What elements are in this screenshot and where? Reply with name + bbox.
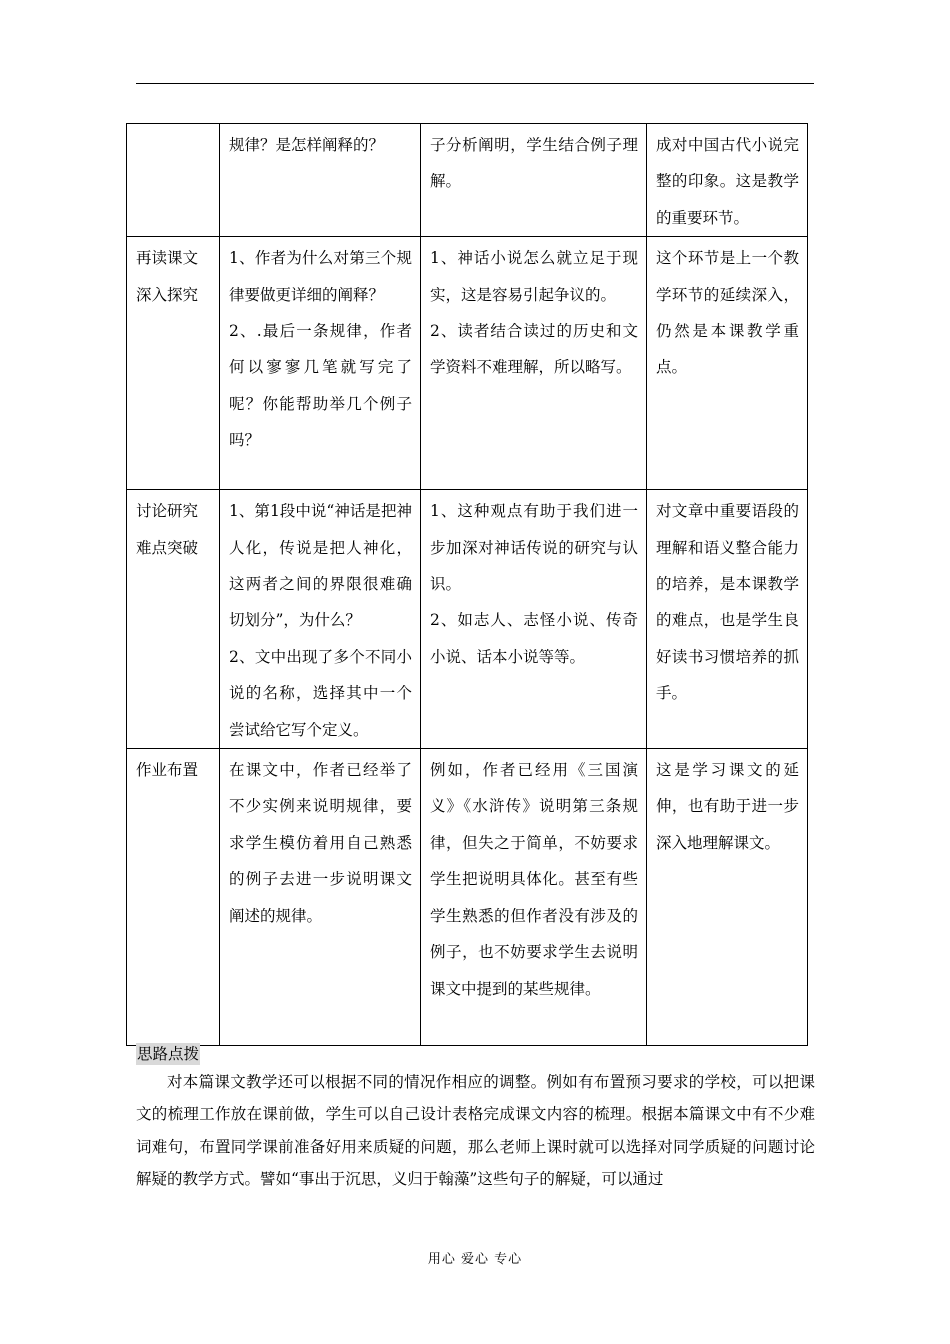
note-cell [647, 490, 808, 749]
question-text: 规律？是怎样阐释的？ [229, 136, 385, 154]
answer-cell [421, 490, 647, 749]
stage-text: 作业布置 [136, 761, 199, 780]
body-paragraph: 对本篇课文教学还可以根据不同的情况作相应的调整。例如有布置预习要求的学校，可以把课文的梳理工作放在课前做，学生可以自己设计表格完成课文内容的梳理。根据本篇课文中有不少难词难句，布置同学课前准备好用来质疑的问题，那么老师上课时就可以选择对同学质疑的问题讨论解疑的教学方式。譬如“事出于沉思，义归于翰藻”这些句子的解疑，可以通过 [136, 1073, 815, 1189]
stage-cell [127, 124, 220, 237]
answer-text: 子分析阐明，学生结合例子理解。 [430, 136, 638, 191]
question-cell [220, 124, 421, 237]
question-text: 1、作者为什么对第三个规律要做更详细的阐释？ 2、.最后一条规律，作者何以寥寥几笔就写完了呢？你能帮助举几个例子吗？ [229, 249, 412, 450]
answer-cell [421, 124, 647, 237]
question-cell [220, 490, 421, 749]
note-text: 成对中国古代小说完整的印象。这是教学的重要环节。 [656, 136, 799, 227]
table-row [127, 124, 808, 237]
stage-cell [127, 237, 220, 490]
note-cell [647, 749, 808, 1046]
lesson-plan-table [126, 123, 808, 1046]
page-footer: 用心 爱心 专心 [427, 1252, 523, 1267]
answer-text: 1、这种观点有助于我们进一步加深对神话传说的研究与认识。 2、如志人、志怪小说、传奇小说、话本小说等等。 [430, 502, 638, 666]
stage-cell [127, 490, 220, 749]
answer-cell [421, 749, 647, 1046]
header-rule [136, 83, 814, 84]
table-row [127, 749, 808, 1046]
answer-text: 例如，作者已经用《三国演义》《水浒传》说明第三条规律，但失之于简单，不妨要求学生把说明具体化。甚至有些学生熟悉的但作者没有涉及的例子，也不妨要求学生去说明课文中提到的某些规律。 [430, 761, 638, 998]
stage-text: 讨论研究 难点突破 [136, 502, 199, 557]
section-title: 思路点拨 [137, 1045, 200, 1063]
question-text: 1、第1段中说“神话是把神人化，传说是把人神化，这两者之间的界限很难确切划分”，为什么？ 2、文中出现了多个不同小说的名称，选择其中一个尝试给它写个定义。 [229, 502, 412, 739]
answer-cell [421, 237, 647, 490]
note-text: 对文章中重要语段的理解和语义整合能力的培养，是本课教学的难点，也是学生良好读书习惯培养的抓手。 [656, 502, 799, 703]
table-row [127, 237, 808, 490]
note-text: 这是学习课文的延伸，也有助于进一步深入地理解课文。 [656, 761, 799, 852]
answer-text: 1、神话小说怎么就立足于现实，这是容易引起争议的。 2、读者结合读过的历史和文学资料不难理解，所以略写。 [430, 249, 638, 377]
stage-cell [127, 749, 220, 1046]
question-cell [220, 237, 421, 490]
note-text: 这个环节是上一个教学环节的延续深入，仍然是本课教学重点。 [656, 249, 799, 377]
question-text: 在课文中，作者已经举了不少实例来说明规律，要求学生模仿着用自己熟悉的例子去进一步说明课文阐述的规律。 [229, 761, 412, 925]
note-cell [647, 237, 808, 490]
question-cell [220, 749, 421, 1046]
stage-text: 再读课文 深入探究 [136, 249, 199, 304]
note-cell [647, 124, 808, 237]
table-row [127, 490, 808, 749]
